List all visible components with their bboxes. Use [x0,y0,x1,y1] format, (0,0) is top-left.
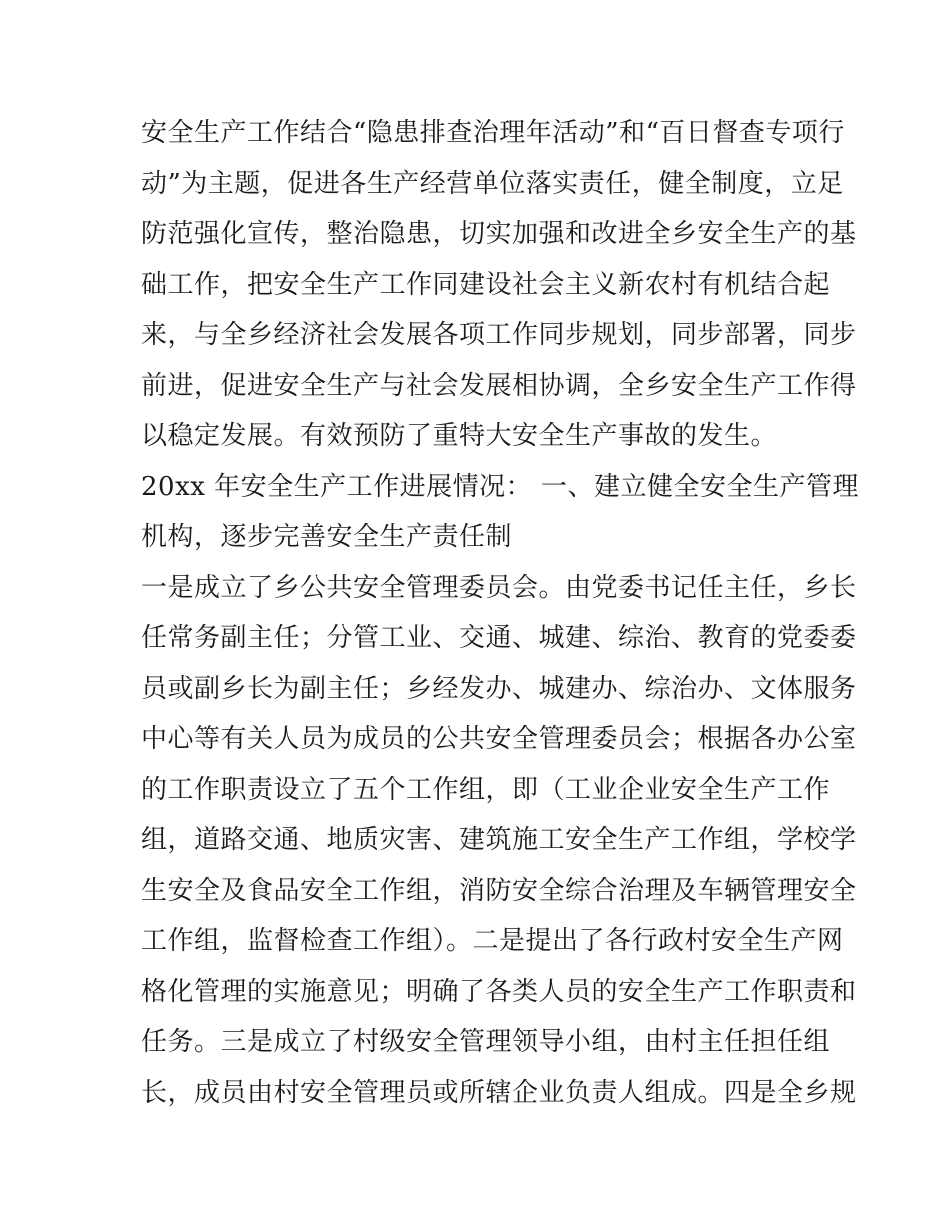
text-line-1: 安全生产工作结合“隐患排查治理年活动”和“百日督查专项行 [141,118,845,148]
text-line-6: 前进，促进安全生产与社会发展相协调，全乡安全生产工作得 [141,370,857,401]
text-line-15: 组，道路交通、地质灾害、建筑施工安全生产工作组，学校学 [141,825,857,855]
text-line-3: 防范强化宣传，整治隐患，切实加强和改进全乡安全生产的基 [141,219,857,249]
text-line-20: 长，成员由村安全管理员或所辖企业负责人组成。四是全乡规 [141,1077,857,1108]
text-line-18: 格化管理的实施意见；明确了各类人员的安全生产工作职责和 [141,976,857,1007]
text-line-11: 任常务副主任；分管工业、交通、城建、综治、教育的党委委 [141,623,857,653]
text-line-12: 员或副乡长为副主任；乡经发办、城建办、综治办、文体服务 [141,673,857,704]
text-line-10: 一是成立了乡公共安全管理委员会。由党委书记任主任，乡长 [141,572,857,603]
body-text [141,108,859,1118]
text-line-2: 动”为主题，促进各生产经营单位落实责任，健全制度，立足 [141,168,844,199]
text-line-14: 的工作职责设立了五个工作组，即（工业企业安全生产工作 [141,774,831,805]
text-line-19: 任务。三是成立了村级安全管理领导小组，由村主任担任组 [141,1027,831,1057]
section-heading-line-2: 机构，逐步完善安全生产责任制 [141,522,513,552]
text-line-17: 工作组，监督检查工作组）。二是提出了各行政村安全生产网 [141,926,844,956]
section-heading-line-1: 20xx 年安全生产工作进展情况： 一、建立健全安全生产管理 [141,471,859,502]
text-line-5: 来，与全乡经济社会发展各项工作同步规划，同步部署，同步 [141,320,857,350]
text-line-7: 以稳定发展。有效预防了重特大安全生产事故的发生。 [141,421,778,451]
text-line-4: 础工作，把安全生产工作同建设社会主义新农村有机结合起 [141,269,831,300]
text-line-13: 中心等有关人员为成员的公共安全管理委员会；根据各办公室 [141,724,857,754]
text-line-16: 生安全及食品安全工作组，消防安全综合治理及车辆管理安全 [141,875,857,906]
